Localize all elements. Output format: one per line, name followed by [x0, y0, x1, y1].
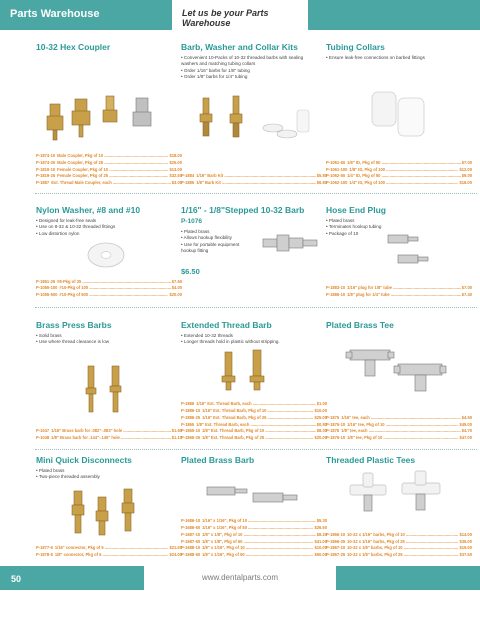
stepped-barb-image: [255, 219, 325, 269]
price-list: [326, 160, 472, 187]
price-list: [36, 279, 182, 299]
price-row: P-1061-100 1/8" ID, Pkg of 100 ..... $12.00: [326, 167, 472, 174]
page-footer: [0, 566, 480, 590]
price-row: P-1867-25 10-32 x 1/8" barbs, Pkg of 25 ..... $37.50: [326, 552, 472, 559]
product-tubing-collars: [326, 42, 472, 187]
product-title: Plated Brass Barb: [181, 455, 255, 465]
nylon-washer-image: [76, 235, 136, 275]
price-row: P-1688-10 1/8" x 1/16", Pkg of 10 ..... $10.00: [181, 545, 327, 552]
price-row: P-1886-10 1/8" plug for 1/4" tube ..... $7.40: [326, 292, 472, 299]
feature-item: • Order 1/8" barbs for 1/4" tubing: [181, 74, 321, 80]
price-row: P-1819-10 Female Coupler, Pkg of 10 ..... $13.00: [36, 167, 182, 174]
tubing-collar-image: [354, 76, 444, 148]
price-list: [36, 153, 182, 187]
barb-kit-image: [191, 90, 321, 152]
feature-item: • Plated brass: [326, 218, 466, 224]
feature-item: • Ensure leak-free connections on barbed fittings: [326, 55, 466, 61]
price-list: [36, 545, 182, 559]
price-row: P-1877-5 1/16" connector, Pkg of 5 ..... $21.50: [36, 545, 182, 552]
product-brass-press-barbs: [36, 320, 182, 442]
price-row: P-1851-25 #8-Pkg of 25 ..... $7.60: [36, 279, 182, 286]
feature-item: • Two-piece threaded assembly: [36, 474, 176, 480]
row-divider: [35, 449, 477, 450]
product-title: 10-32 Hex Coupler: [36, 42, 111, 52]
price-row: P-1048 1/8" Brass barb for .144"-.145" hole ..... $1.10: [36, 435, 182, 442]
product-mini-quick-disconnects: [36, 455, 182, 559]
plastic-tee-image: [344, 469, 454, 521]
product-title: Barb, Washer and Collar Kits: [181, 42, 298, 52]
price-row: P-1886-25 1/16" Ext. Thread Barb, Pkg of 25 ..... $25.00: [181, 415, 327, 422]
price-row: P-1865-25 1/8" Ext. Thread Barb, Pkg of 25 ..... $20.00: [181, 435, 327, 442]
product-extended-thread-barb: [181, 320, 327, 442]
price-list: [326, 415, 472, 442]
product-hose-end-plug: [326, 205, 472, 299]
price-row: P-1876-10 1/8" tee, Pkg of 10 ..... $47.00: [326, 435, 472, 442]
price-row: P-1874-10 Male Coupler, Pkg of 10 ..... $18.00: [36, 153, 182, 160]
page-header: [0, 0, 480, 30]
product-plated-brass-tee: [326, 320, 472, 442]
product-nylon-washer: [36, 205, 182, 299]
price-row: P-1061-50 1/8" ID, Pkg of 50 ..... $7.00: [326, 160, 472, 167]
feature-item: • Plated brass: [36, 468, 176, 474]
feature-item: • Plated brass: [181, 229, 253, 235]
hose-plug-image: [384, 229, 464, 277]
price-row: P-1055-100 #10-Pkg of 100 ..... $4.00: [36, 285, 182, 292]
feature-list: [181, 55, 321, 80]
price-row: P-1866-10 10-32 x 1/16" barbs, Pkg of 10 ..... $14.00: [326, 532, 472, 539]
price-row: P-1055-500 #10-Pkg of 500 ..... $20.00: [36, 292, 182, 299]
feature-list: [326, 55, 466, 61]
product-title: Plated Brass Tee: [326, 320, 394, 330]
price-row: P-1883-10 1/16" plug for 1/8" tube ..... $7.00: [326, 285, 472, 292]
press-barb-image: [80, 360, 140, 420]
price-row: P-1887 Ext. Thread Male Coupler, each ..... $3.00: [36, 180, 182, 187]
plated-barb-image: [197, 469, 307, 519]
feature-item: • Use for portable equipment hookup fitting: [181, 242, 253, 255]
price-row: P-1875 1/16" tee, each ..... $4.50: [326, 415, 472, 422]
price-row: P-1687-50 1/8" x 1/8", Pkg of 50 ..... $41.00: [181, 539, 327, 546]
price-row: P-1686-10 1/16" x 1/16", Pkg of 10 ..... $5.30: [181, 518, 327, 525]
page-number: 50: [11, 574, 22, 584]
feature-item: • Longer threads hold in plastic without stripping.: [181, 339, 327, 345]
product-title: Mini Quick Disconnects: [36, 455, 132, 465]
ext-thread-barb-image: [215, 348, 285, 392]
feature-item: • Low distortion nylon: [36, 231, 176, 237]
product-title: Extended Thread Barb: [181, 320, 272, 330]
price-row: P-1874-25 Male Coupler, Pkg of 25 ..... $25.00: [36, 160, 182, 167]
feature-item: • Use where thread clearance is low: [36, 339, 176, 345]
hex-coupler-image: [40, 66, 170, 156]
price-row: P-1865 1/8" Ext. Thread Barb, each ..... $0.80: [181, 422, 327, 429]
product-threaded-plastic-tees: [326, 455, 472, 559]
feature-item: • Convenient 10-Packs of 10-32 threaded barbs with sealing washers and matching tubing collars: [181, 55, 321, 68]
feature-list: [36, 333, 176, 346]
price-row: P-1886 1/16" Ext. Thread Barb, each ..... $1.00: [181, 401, 327, 408]
feature-item: • Allows hookup flexibility: [181, 235, 253, 241]
feature-item: • Terminates hookup tubing: [326, 224, 466, 230]
price-row: P-1876 1/8" tee, each ..... $4.70: [326, 428, 472, 435]
feature-list: [181, 229, 253, 254]
price-row: P-1062-100 1/4" ID, Pkg of 100 ..... $16.00: [326, 180, 472, 187]
feature-item: • Package of 10: [326, 231, 466, 237]
product-title: Hose End Plug: [326, 205, 386, 215]
price-list: [36, 428, 182, 442]
feature-list: [36, 468, 176, 481]
price-row: P-1866-25 10-32 x 1/16" barbs, Pkg of 25 ..... $35.00: [326, 539, 472, 546]
quick-disconnect-image: [66, 487, 156, 539]
product-price: $6.50: [181, 267, 200, 276]
price-row: P-1687-10 1/8" x 1/8", Pkg of 10 ..... $8.20: [181, 532, 327, 539]
price-list: [181, 401, 327, 442]
product-title: Nylon Washer, #8 and #10: [36, 205, 141, 215]
feature-item: • Extended 10-32 threads: [181, 333, 327, 339]
product-plated-brass-barb: [181, 455, 327, 559]
price-row: P-1688-50 1/8" x 1/16", Pkg of 50 ..... $50.00: [181, 552, 327, 559]
website-link[interactable]: www.dentalparts.com: [144, 566, 336, 590]
price-row: P-1886-10 1/16" Ext. Thread Barb, Pkg of 10 ..... $10.00: [181, 408, 327, 415]
feature-item: • Solid brass: [36, 333, 176, 339]
product-stepped-barb: [181, 205, 327, 299]
price-list: [326, 285, 472, 299]
feature-list: [181, 333, 327, 346]
product-barb-washer-collar-kits: [181, 42, 327, 187]
price-list: [326, 532, 472, 559]
row-divider: [35, 193, 477, 194]
price-row: P-1686-50 1/16" x 1/16", Pkg of 50 ..... $26.50: [181, 525, 327, 532]
price-row: P-1875-10 1/16" tee, Pkg of 10 ..... $45.00: [326, 422, 472, 429]
product-sku: P-1076: [181, 218, 202, 225]
price-row: P-1878-5 1/8" connector, Pkg of 5 ..... $24.00: [36, 552, 182, 559]
section-title: Parts Warehouse: [10, 8, 100, 20]
price-row: P-1885 1/8" Barb Kit ..... $6.80: [181, 180, 327, 187]
price-list: [181, 518, 327, 559]
price-row: P-1865-10 1/8" Ext. Thread Barb, Pkg of 10 ..... $8.00: [181, 428, 327, 435]
tagline: Let us be your Parts Warehouse: [172, 0, 308, 30]
row-divider: [35, 307, 477, 308]
feature-item: • Designed for leak-free seals: [36, 218, 176, 224]
price-row: P-1062-50 1/4" ID, Pkg of 50 ..... $9.00: [326, 173, 472, 180]
feature-item: • Use on 8-32 & 10-32 threaded fittings: [36, 224, 176, 230]
product-title: Threaded Plastic Tees: [326, 455, 416, 465]
price-list: [181, 173, 327, 187]
brass-tee-image: [344, 336, 454, 396]
product-title: Brass Press Barbs: [36, 320, 112, 330]
price-row: P-1047 1/16" Brass barb for .082"-.083" hole ..... $1.60: [36, 428, 182, 435]
price-row: P-1819-25 Female Coupler, Pkg of 25 ..... $32.50: [36, 173, 182, 180]
product-hex-coupler: [36, 42, 182, 187]
product-title: Tubing Collars: [326, 42, 385, 52]
price-row: P-1867-10 10-32 x 1/8" barbs, Pkg of 10 ..... $15.00: [326, 545, 472, 552]
feature-item: • Order 1/16" barbs for 1/8" tubing: [181, 68, 321, 74]
price-row: P-1884 1/16" Barb Kit ..... $5.80: [181, 173, 327, 180]
product-title: 1/16" - 1/8"Stepped 10-32 Barb: [181, 205, 305, 215]
